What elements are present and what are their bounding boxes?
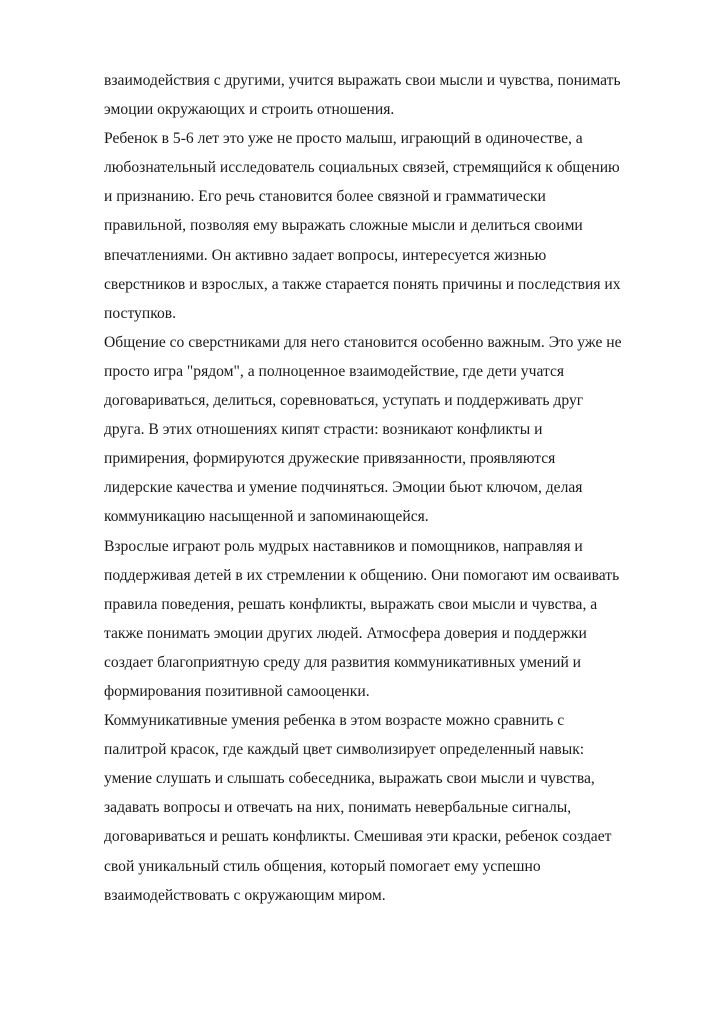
text-line: свой уникальный стиль общения, который помогает ему успешно: [104, 857, 541, 875]
text-line: просто игра "рядом", а полноценное взаимодействие, где дети учатся: [104, 362, 565, 380]
text-line: создает благоприятную среду для развития коммуникативных умений и: [104, 653, 582, 671]
text-line: взаимодействовать с окружающим миром.: [104, 886, 386, 904]
text-line: коммуникацию насыщенной и запоминающейся.: [104, 508, 429, 526]
text-line: лидерские качества и умение подчиняться. Эмоции бьют ключом, делая: [104, 479, 583, 497]
text-line: умение слушать и слышать собеседника, выражать свои мысли и чувства,: [104, 770, 595, 788]
text-line: договариваться и решать конфликты. Смешивая эти краски, ребенок создает: [104, 828, 612, 846]
text-line: поддерживая детей в их стремлении к общению. Они помогают им осваивать: [104, 566, 620, 584]
text-line: формирования позитивной самооценки.: [104, 682, 370, 700]
text-line: сверстников и взрослых, а также старается понять причины и последствия их: [104, 275, 621, 293]
text-line: и признанию. Его речь становится более связной и грамматически: [104, 188, 546, 206]
text-line: эмоции окружающих и строить отношения.: [104, 101, 395, 119]
text-line: примирения, формируются дружеские привязанности, проявляются: [104, 450, 556, 468]
text-line: Ребенок в 5-6 лет это уже не просто малыш, играющий в одиночестве, а: [104, 130, 583, 148]
document-text: [104, 66, 624, 910]
text-line: взаимодействия с другими, учится выражать свои мысли и чувства, понимать: [104, 72, 621, 89]
text-line: впечатлениями. Он активно задает вопросы, интересуется жизнью: [104, 246, 547, 264]
text-line: также понимать эмоции других людей. Атмосфера доверия и поддержки: [104, 624, 587, 642]
text-line: любознательный исследователь социальных связей, стремящийся к общению: [104, 159, 620, 177]
text-line: Коммуникативные умения ребенка в этом возрасте можно сравнить с: [104, 712, 565, 730]
text-line: правила поведения, решать конфликты, выражать свои мысли и чувства, а: [104, 595, 598, 613]
text-line: договариваться, делиться, соревноваться, уступать и поддерживать друг: [104, 392, 584, 410]
text-line: задавать вопросы и отвечать на них, понимать невербальные сигналы,: [104, 799, 572, 817]
text-line: Общение со сверстниками для него становится особенно важным. Это уже не: [104, 333, 622, 351]
text-line: друга. В этих отношениях кипят страсти: возникают конфликты и: [104, 421, 543, 439]
text-line: правильной, позволяя ему выражать сложные мысли и делиться своими: [104, 217, 583, 235]
text-line: Взрослые играют роль мудрых наставников и помощников, направляя и: [104, 537, 583, 555]
text-line: палитрой красок, где каждый цвет символизирует определенный навык:: [104, 741, 585, 759]
text-line: поступков.: [104, 304, 177, 322]
